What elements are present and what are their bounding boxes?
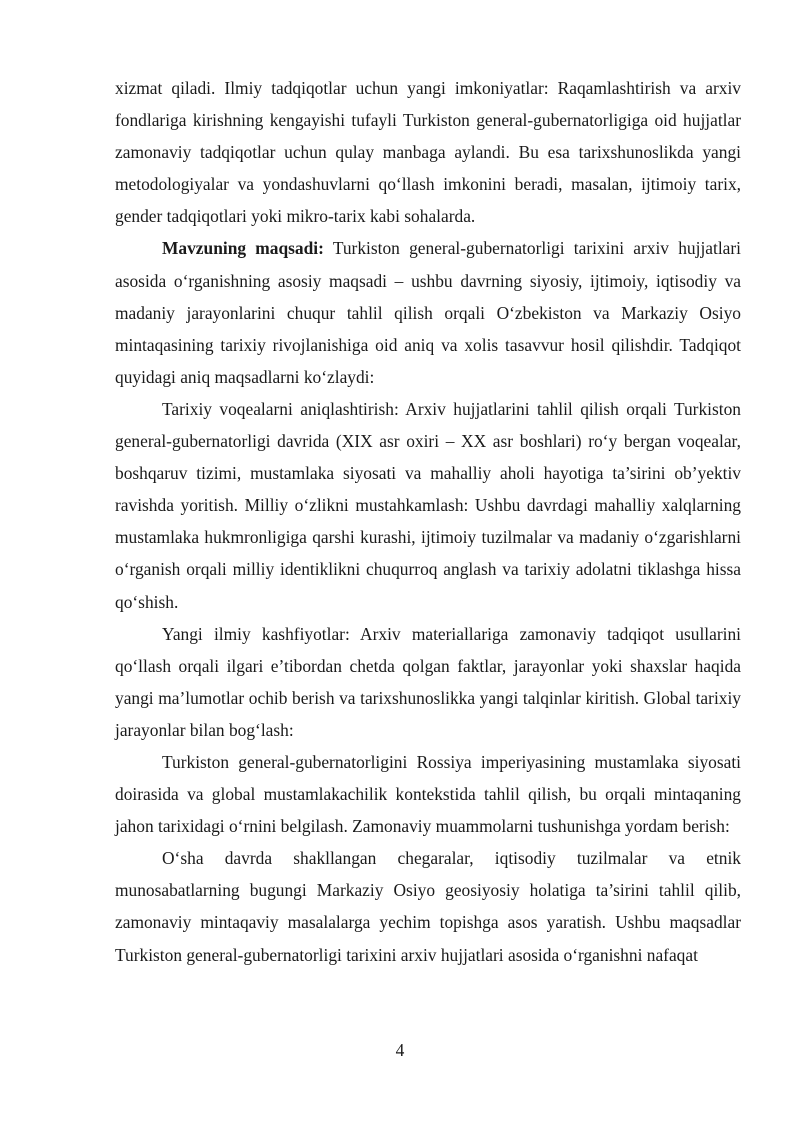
paragraph-new-discoveries: Yangi ilmiy kashfiyotlar: Arxiv materiallariga zamonaviy tadqiqot usullarini qo‘llash orqali ilgari e’tibordan chetda qolgan faktlar, jarayonlar yoki shaxslar haqida yangi ma’lumotlar ochib berish va tarixshunoslikka yangi talqinlar kiritish. Global tarixiy jarayonlar bilan bog‘lash:: [115, 623, 741, 740]
body-text: [115, 72, 741, 971]
page-number: 4: [395, 1040, 405, 1060]
paragraph-continuation: xizmat qiladi. Ilmiy tadqiqotlar uchun yangi imkoniyatlar: Raqamlashtirish va arxiv fondlariga kirishning kengayishi tufayli Turkiston general-gubernatorligiga oid hujjatlar zamonaviy tadqiqotlar uchun qulay manbaga aylandi. Bu esa tarixshunoslikda yangi metodologiyalar va yondashuvlarni qo‘llash imkonini beradi, masalan, ijtimoiy tarix, gender tadqiqotlari yoki mikro-tarix kabi sohalarda.: [115, 78, 741, 227]
paragraph-historical-events: Tarixiy voqealarni aniqlashtirish: Arxiv hujjatlarini tahlil qilish orqali Turkiston general-gubernatorligi davrida (XIX asr oxiri – XX asr boshlari) ro‘y bergan voqealar, boshqaruv tizimi, mustamlaka siyosati va mahalliy aholi hayotiga ta’sirini ob’yektiv ravishda yoritish. Milliy o‘zlikni mustahkamlash: Ushbu davrdagi mahalliy xalqlarning mustamlaka hukmronligiga qarshi kurashi, ijtimoiy tuzilmalar va madaniy o‘zgarishlarni o‘rganish orqali milliy identiklikni chuqurroq anglash va tarixiy adolatni tiklashga hissa qo‘shish.: [115, 398, 741, 612]
paragraph-borders: O‘sha davrda shakllangan chegaralar, iqtisodiy tuzilmalar va etnik munosabatlarning bugungi Markaziy Osiyo geosiyosiy holatiga ta’sirini tahlil qilib, zamonaviy mintaqaviy masalalarga yechim topishga asos yaratish. Ushbu maqsadlar Turkiston general-gubernatorligi tarixini arxiv hujjatlari asosida o‘rganishni nafaqat: [115, 848, 741, 965]
goal-text: Turkiston general-gubernatorligi tarixini arxiv hujjatlari asosida o‘rganishning asosiy maqsadi – ushbu davrning siyosiy, ijtimoiy, iqtisodiy va madaniy jarayonlarini chuqur tahlil qilish orqali O‘zbekiston va Markaziy Osiyo mintaqasining tarixiy rivojlanishiga oid aniq va xolis tasavvur hosil qilishdir. Tadqiqot quyidagi aniq maqsadlarni ko‘zlaydi:: [115, 238, 742, 387]
paragraph-goal: [115, 232, 741, 392]
paragraph-colonial-policy: Turkiston general-gubernatorligini Rossiya imperiyasining mustamlaka siyosati doirasida va global mustamlakachilik kontekstida tahlil qilish, bu orqali mintaqaning jahon tarixidagi o‘rnini belgilash. Zamonaviy muammolarni tushunishga yordam berish:: [115, 751, 741, 837]
goal-heading: Mavzuning maqsadi:: [162, 238, 324, 259]
